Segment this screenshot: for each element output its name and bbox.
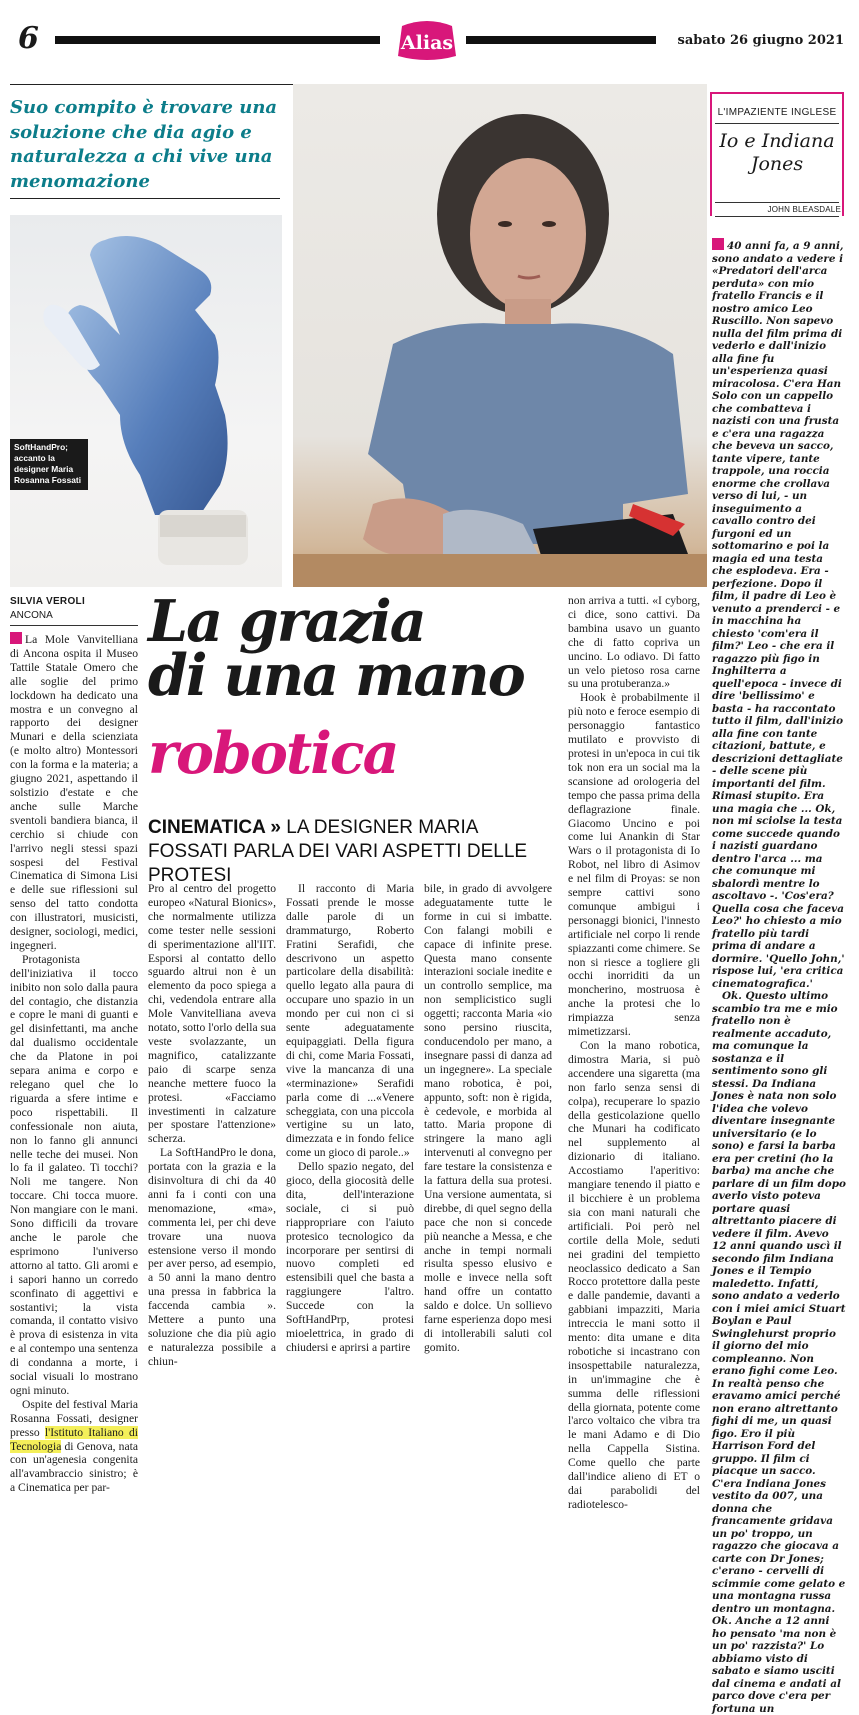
- sidebar-paragraph: Ok. Questo ultimo scambio tra me e mio fratello non è realmente accaduto, ma comunque la sostanza e il sentimento sono gli stessi. Da Indiana Jones è nata non solo l'idea che volevo diventare insegnante universitario (e lo sono) e farsi la barba era per cretini (ho la barba) ma anche che parlare di un film dopo averlo visto poteva portare quasi altrettanto piacere di vedere il film. Avevo 12 anni quando uscì il secondo film Indiana Jones e il Tempio maledetto. Infatti, sono andato a vederlo con i miei amici Stuart Boylan e Paul Swinglehurst proprio il giorno del mio compleanno. Non erano fighi come Leo. In realtà penso che eravamo amici perché non erano altrettanto fighi di me, un quasi figo. Ero il più Harrison Ford del gruppo. Il film ci piacque un sacco. C'era Indiana Jones vestito da 007, una donna che francamente gridava un po' troppo, un ragazzo che giocava a carte con Dr Jones; c'erano - cervelli di scimmie come gelato e una montagna russa dentro un montagna. Ok. Anche a 12 anni ho pensato 'ma non è un po' razzista?' Lo abbiamo visto di sabato e siamo usciti dal cinema e andati al parco dove c'era per fortuna un: [712, 990, 846, 1715]
- portrait-photo: [293, 84, 707, 587]
- article-paragraph: Protagonista dell'iniziativa il tocco inibito non solo dalla paura del contagio, che distanzia e copre le mani di guanti e gel disinfettanti, ma anche dal dualismo occidentale che da Platone in poi separa anima e corpo e relegano quel che lo riguarda a sfere intime e poco rispettabili. Il confessionale non aiuta, non lo fanno gli annunci nelle teche dei musei. Non lo fa il galateo. Ti tocchi? Noli me tangere. Non toccare. Chi tocca muore. Non mangiare con le mani. Sono difficili da trovare anche le parole che esprimono l'universo attorno al tatto. Gli aromi e i sapori hanno un corredo sconfinato di aggettivi e sostantivi; la vista comanda, il contatto visivo è prova di esistenza in vita e al contempo una sentenza di condanna a morte, i social visuali lo mostrano ogni minuto.: [10, 952, 138, 1397]
- article-paragraph: La SoftHandPro le dona, portata con la grazia e la disinvoltura di chi da 40 anni fa i conti con una menomazione, «ma», commenta lei, per chi deve trovare una nuova estensione verso il mondo per aver perso, ad esempio, a 50 anni la mano dentro una pressa in fabbrica la faccenda cambia ». Mettere a punto una soluzione che dia più agio e naturalezza possibile a chiun-: [148, 1146, 276, 1368]
- article-column-1: [10, 632, 138, 1495]
- article-paragraph: bile, in grado di avvolgere adeguatamente tutte le forme in cui si imbatte. Con falangi mobili e capace di infinite prese. Questa mano consente interazioni sociale inedite e un controllo semplice, ma non semplicistico sugli oggetti; racconta Maria «io sono persino riuscita, conducendolo per mano, a insegnare passi di danza ad un ingegnere». La speciale mano robotica, è poi, appunto, soft: non è rigida, è cedevole, e morbida al tatto. Maria propone di stringere la mano agli intervenuti al convegno per fare testare la consistenza e la fattura della sua protesi. Una versione aumentata, si direbbe, di quel segno della pace che non si concede più neanche a Messa, e che anche in tempi normali risulta spesso elusivo e molle e invece nella soft hand offre un contatto saldo e dolce. Un sollievo farne esperienza dopo mesi di intollerabili saluti col gomito.: [424, 882, 552, 1354]
- byline-author: SILVIA VEROLI: [10, 596, 86, 607]
- issue-date: sabato 26 giugno 2021: [677, 33, 844, 48]
- article-paragraph: Pro al centro del progetto europeo «Natural Bionics», che normalmente utilizza come tester nelle sessioni di sperimentazione all'IIT. Esporsi al contatto dello sguardo altrui non è un elemento da poco spiega a chi, vedendola entrare alla Mole Vanvitelliana aveva notato, sotto l'orlo della sua veste svolazzante, un magnifico, catalizzante paio di scarpe senza neanche mettere fuoco la protesi. «Facciamo investimenti in calzature per spostare l'attenzione» scherza.: [148, 882, 276, 1146]
- page-number: 6: [18, 21, 39, 56]
- byline-rule: [10, 625, 138, 626]
- article-column-4: [424, 882, 552, 1354]
- kicker: Suo compito è trovare una soluzione che dia agio e naturalezza a chi vive una menomazione: [10, 97, 278, 192]
- sidebar-author: JOHN BLEASDALE: [767, 205, 841, 214]
- subheadline: [148, 816, 558, 888]
- robotic-hand-photo: [10, 215, 282, 587]
- dropcap-square-icon: [10, 632, 22, 644]
- article-column-2: [148, 882, 276, 1368]
- header-bar-left: [55, 36, 380, 44]
- header-bar-right: [466, 36, 656, 44]
- alias-logo-text: Alias: [400, 32, 454, 54]
- byline-location: ANCONA: [10, 610, 53, 621]
- designer-portrait-icon: [293, 84, 707, 587]
- subhead-text: LA DESIGNER MARIA FOSSATI PARLA DEI VARI ASPETTI DELLE PROTESI: [148, 817, 528, 886]
- dropcap-square-icon: [712, 238, 724, 250]
- highlighted-text: l'Istituto Italiano di Tecnologia: [10, 1425, 138, 1453]
- sidebar-rule: [715, 202, 839, 203]
- article-paragraph: Il racconto di Maria Fossati prende le mosse dalle parole di un drammaturgo, Roberto Fratini Serafidi, che descrivono un aspetto particolare della disabilità: quello legato alla paura di occupare uno spazio in un mondo per cui non ci si sente adeguatamente equipaggiati. Della figura di chi, come Maria Fossati, vive la mancanza di una «terminazione» Serafidi parla come di ...«Venere scheggiata, con una piccola vertigine su un lato, dimezzata e in fondo felice come un gioco di parole..»: [286, 882, 414, 1160]
- article-paragraph: Ospite del festival Maria Rosanna Fossati, designer presso l'Istituto Italiano di Tecnologia di Genova, nata con un'agenesia congenita all'avambraccio sinistro; è a Cinematica per par-: [10, 1397, 138, 1495]
- photo-caption: SoftHandPro; accanto la designer Maria Rosanna Fossati: [14, 442, 82, 485]
- sidebar-body: [712, 238, 846, 1715]
- article-column-5: [568, 594, 700, 1511]
- article-paragraph: La Mole Vanvitelliana di Ancona ospita il Museo Tattile Statale Omero che alle soglie del primo lockdown ha dedicato una mostra e un convegno al rapporto dei designer Munari e della scienziata (e molto altro) Montessori con la forma e la materia; a giugno 2021, aspettando il solstizio d'estate e che anche sulle Marche sventoli bandiera bianca, il cerchio si chiude con l'arrivo negli stessi spazi sospesi del Festival Cinematica di Simona Lisi e delle sue riflessioni sul senso del tatto condotta con illustratori, musicisti, designer, sociologi, medici, ingegneri.: [10, 633, 138, 952]
- robotic-hand-icon: [10, 215, 282, 587]
- sidebar-rule: [715, 216, 839, 217]
- article-column-3: [286, 882, 414, 1354]
- headline-line-2: di una mano: [148, 642, 524, 709]
- sidebar-tag: L'IMPAZIENTE INGLESE: [717, 107, 837, 118]
- sidebar-paragraph: 40 anni fa, a 9 anni, sono andato a vedere i «Predatori dell'arca perduta» con mio fratello Francis e il nostro amico Leo Ruscillo. Non sapevo nulla del film prima di vederlo e dall'inizio alla fine fu un'esperienza quasi miracolosa. C'era Han Solo con un cappello che combatteva i nazisti con una frusta e c'era una ragazza che beveva un sacco, tante vipere, tante trappole, una roccia enorme che crollava verso di lui, - un inseguimento a cavallo contro dei furgoni ed un sottomarino e poi la magia ed una testa che esplodeva. Era - perfezione. Dopo il film, il padre di Leo è venuto a prenderci - e in macchina ha chiesto 'com'era il film?' Leo - che era il ragazzo più figo in Inghilterra a quell'epoca - invece di dire 'bellissimo' e basta - ha raccontato tutto il film, dall'inizio alla fine con tante citazioni, battute, e descrizioni dettagliate - delle scene più importanti del film. Rimasi stupito. Era una magia che ... Ok, non mi sciolse la testa come succede quando i nazisti guardano dentro l'arca ... ma che comunque mi sbalordì mentre lo ascoltavo -. 'Cos'era? Quella cosa che faceva Leo?' ho chiesto a mio fratello più tardi prima di andare a dormire. 'Quello John,' rispose lui, 'era critica cinematografica.': [712, 240, 845, 990]
- headline-line-1: La grazia: [148, 588, 425, 655]
- kicker-rule: [10, 198, 280, 199]
- article-paragraph: Hook è probabilmente il più noto e feroce esempio di personaggio fantastico mutilato e provvisto di protesi in un'epoca in cui tik tok non era un social ma la scansione ad orologeria del tempo che passa prima della deflagrazione finale. Giacomo Uncino e poi come lui Anankin di Star Wars o il protagonista di Io Robot, nel libro di Asimov e nel film di Proyas: se non sempre cattivi sono comunque ambigui i personaggi bionici, l'innesto artificiale nel corpo li rende spiazzanti come chimere. Se non si riesce a togliere gli occhi inorriditi da un moncherino, mostruosa è anche la protesi che lo rimpiazza senza mimetizzarsi.: [568, 691, 700, 1039]
- headline-line-3: robotica: [148, 720, 398, 787]
- sidebar-rule: [715, 123, 839, 124]
- article-paragraph: non arriva a tutti. «I cyborg, ci dice, sono cattivi. Da bambina usavo un guanto che di fatto copriva un uncino. Lo odiavo. Di fatto un velo pietoso rosa carne su una protuberanza.»: [568, 594, 700, 691]
- sidebar-title: Io e Indiana Jones: [719, 130, 835, 175]
- article-paragraph: Dello spazio negato, del gioco, della giocosità delle dita, dell'interazione sociale, ci si può riappropriare con l'aiuto protesico tecnologico da incorporare per sentirsi di nuovo completi ed estensibili quel che basta a raggiungere l'altro. Succede con la SoftHandPrp, protesi mioelettrica, in grado di chiudersi e aprirsi a partire: [286, 1160, 414, 1354]
- subhead-label: CINEMATICA »: [148, 817, 281, 838]
- article-paragraph: Con la mano robotica, dimostra Maria, si può accendere una sigaretta (ma non farlo senza sensi di colpa), recuperare lo spazio della gesticolazione quello che Munari ha codificato nel supplemento al dizionario di italiano. Accostiamo l'aperitivo: mangiare tenendo il piatto e il bicchiere è un problema sia con mani naturali che artificiali. Poi però nel cortile della Mole, seduti nei gradini del tempietto neoclassico dedicato a San Rocco protettore dalla peste e dalle pandemie, davanti a gabbiani impazziti, Maria intreccia le mani sotto il mento: dita umane e dita robotiche si incastrano con insospettabile naturalezza, in un'immagine che è summa delle riflessioni della giornata, potente come l'arco voltaico che vibra tra le mani Adamo e di Dio nella Cappella Sistina. Come quello che parte dall'indice alieno di ET o dai parabolidi del radiotelesco-: [568, 1039, 700, 1511]
